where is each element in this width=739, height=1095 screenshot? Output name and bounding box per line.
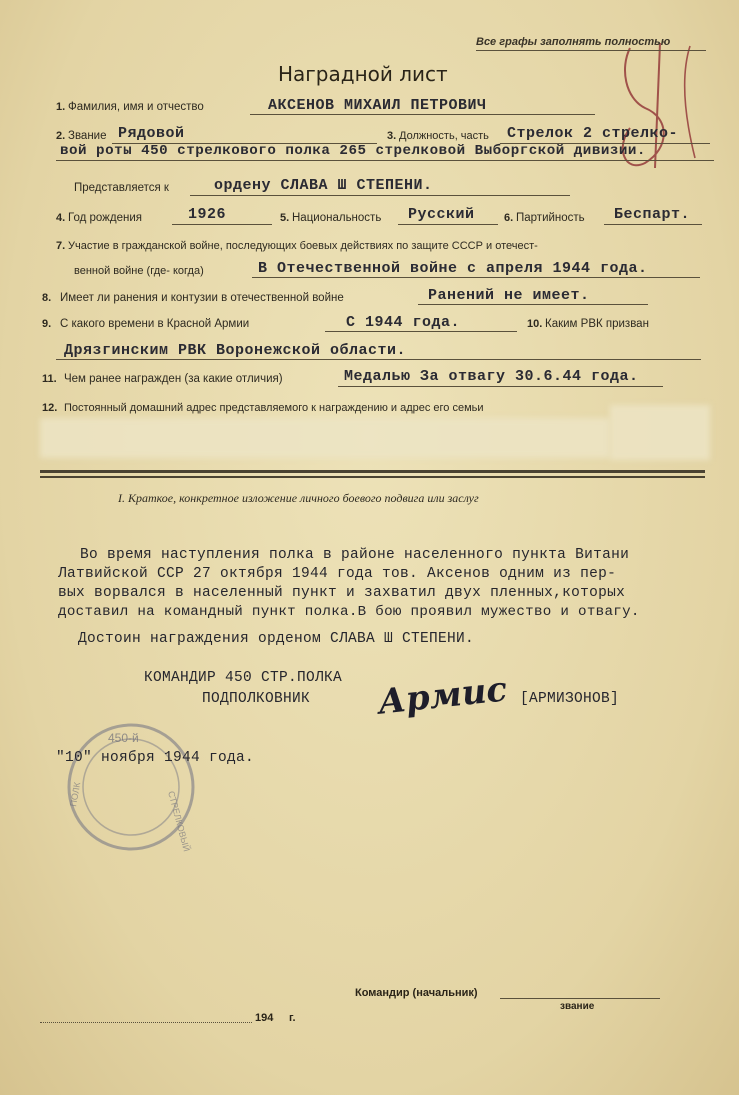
signer-role-2: ПОДПОЛКОВНИК — [202, 691, 311, 707]
representation-value: ордену СЛАВА Ш СТЕПЕНИ. — [214, 177, 433, 194]
field-wounds-label: Имеет ли ранения и контузии в отечественной войне — [60, 292, 344, 304]
footer-rank-label: звание — [560, 1001, 595, 1012]
field-position-label: Должность, часть — [399, 130, 489, 142]
field-birthyear-label: Год рождения — [68, 212, 142, 224]
field-rvk-value: Дрязгинским РВК Воронежской области. — [64, 342, 407, 359]
field-awards-value: Медалью За отвагу 30.6.44 года. — [344, 368, 639, 385]
handwritten-signature: Армис — [376, 669, 509, 723]
field-name-label: Фамилия, имя и отчество — [68, 101, 204, 113]
field-party-label: Партийность — [516, 212, 585, 224]
citation-line-3: вых ворвался в населенный пункт и захватил двух пленных,которых — [58, 585, 626, 601]
field-name-value: АКСЕНОВ МИХАИЛ ПЕТРОВИЧ — [268, 97, 487, 114]
signer-name: [АРМИЗОНОВ] — [520, 691, 620, 707]
citation-line-1: Во время наступления полка в районе населенного пункта Витани — [80, 547, 630, 563]
signing-date: "10" ноября 1944 года. — [56, 750, 255, 766]
field-nationality-value: Русский — [408, 206, 475, 223]
citation-line-4: доставил на командный пункт полка.В бою проявил мужество и отвагу. — [58, 604, 640, 620]
field-rank-value: Рядовой — [118, 125, 185, 142]
field-rvk-label: Каким РВК призван — [545, 318, 649, 330]
representation-label: Представляется к — [74, 182, 169, 194]
field-rank-label: Звание — [68, 130, 107, 142]
field-army-since-label: С какого времени в Красной Армии — [60, 318, 250, 330]
stamp-text-right: СТРЕЛКОВЫЙ — [166, 789, 192, 853]
field-address-label: Постоянный домашний адрес представляемого к награждению и адрес его семьи — [64, 402, 484, 414]
field-position-value-1: Стрелок 2 стрелко- — [507, 125, 679, 142]
section-heading: I. Краткое, конкретное изложение личного боевого подвига или заслуг — [118, 491, 479, 505]
field-position-value-2: вой роты 450 стрелкового полка 265 стрелковой Выборгской дивизии. — [60, 143, 646, 159]
field-nationality-label: Национальность — [292, 212, 382, 224]
field-participation-label-1: Участие в гражданской войне, последующих боевых действиях по защите СССР и отечест- — [68, 240, 538, 252]
stamp-text-left: ПОЛК — [68, 781, 83, 808]
document-sheet: Все графы заполнять полностью Наградной лист 1. Фамилия, имя и отчество АКСЕНОВ МИХАИЛ ПЕТРОВИЧ 2. Звание Рядовой 3. Должность, часть Стрелок 2 стрелко- вой роты 450 стрелкового полка 265 стрелковой Выборгской дивизии. Представляется к ордену СЛАВА Ш СТЕПЕНИ. 4. Год рождения 1926 5. Национальность Русский 6. Партийность Беспарт. 7. Участие в гражданской войне, последующих боевых действиях по защите СССР и отечест- венной войне (где- когда) В Отечественной войне с апреля 1944 года. 8. Имеет ли ранения и контузии в отечественной войне Ранений не имеет. 9. С какого времени в Красной Армии С 1944 года. 10. Каким РВК призван Дрязгинским РВК Воронежской области. 11. Чем ранее награжден (за какие отличия) Медалью За отвагу 30.6.44 года. 12. Постоянный домашний адрес представляемого к награждению и адрес его семьи I. Краткое, конкретное изложение личного боевого подвига или заслуг Во время наступления полка в районе населенного пункта Витани Латвийской ССР 27 октября 1944 года тов. Аксенов одним из пер- вых ворвался в населенный пункт и захватил двух пленных,которых доставил на командный пункт полка.В бою проявил мужество и отвагу. Достоин награждения орденом СЛАВА Ш СТЕПЕНИ. КОМАНДИР 450 СТР.ПОЛКА ПОДПОЛКОВНИК Армис [АРМИЗОНОВ] 450-й СТРЕЛКОВЫЙ ПОЛК "10" ноября 1944 года. Командир (начальник) звание 194 г. — [0, 0, 739, 1095]
field-participation-value: В Отечественной войне с апреля 1944 года. — [258, 260, 648, 277]
field-birthyear-value: 1926 — [188, 206, 227, 223]
round-stamp — [56, 712, 206, 862]
fill-all-note: Все графы заполнять полностью — [476, 36, 671, 48]
footer-commander-label: Командир (начальник) — [355, 987, 478, 999]
field-participation-label-2: венной войне (где- когда) — [74, 265, 204, 277]
footer-year: 194 — [255, 1012, 274, 1024]
citation-line-2: Латвийской ССР 27 октября 1944 года тов. Аксенов одним из пер- — [58, 566, 617, 582]
field-awards-label: Чем ранее награжден (за какие отличия) — [64, 373, 283, 385]
stamp-text-top: 450-й — [108, 731, 139, 745]
field-wounds-value: Ранений не имеет. — [428, 287, 590, 304]
page-title: Наградной лист — [278, 62, 448, 86]
footer-year-suffix: г. — [289, 1012, 296, 1024]
citation-line-5: Достоин награждения орденом СЛАВА Ш СТЕПЕНИ. — [78, 631, 475, 647]
field-party-value: Беспарт. — [614, 206, 691, 223]
field-army-since-value: С 1944 года. — [346, 314, 461, 331]
signer-role-1: КОМАНДИР 450 СТР.ПОЛКА — [144, 670, 343, 686]
